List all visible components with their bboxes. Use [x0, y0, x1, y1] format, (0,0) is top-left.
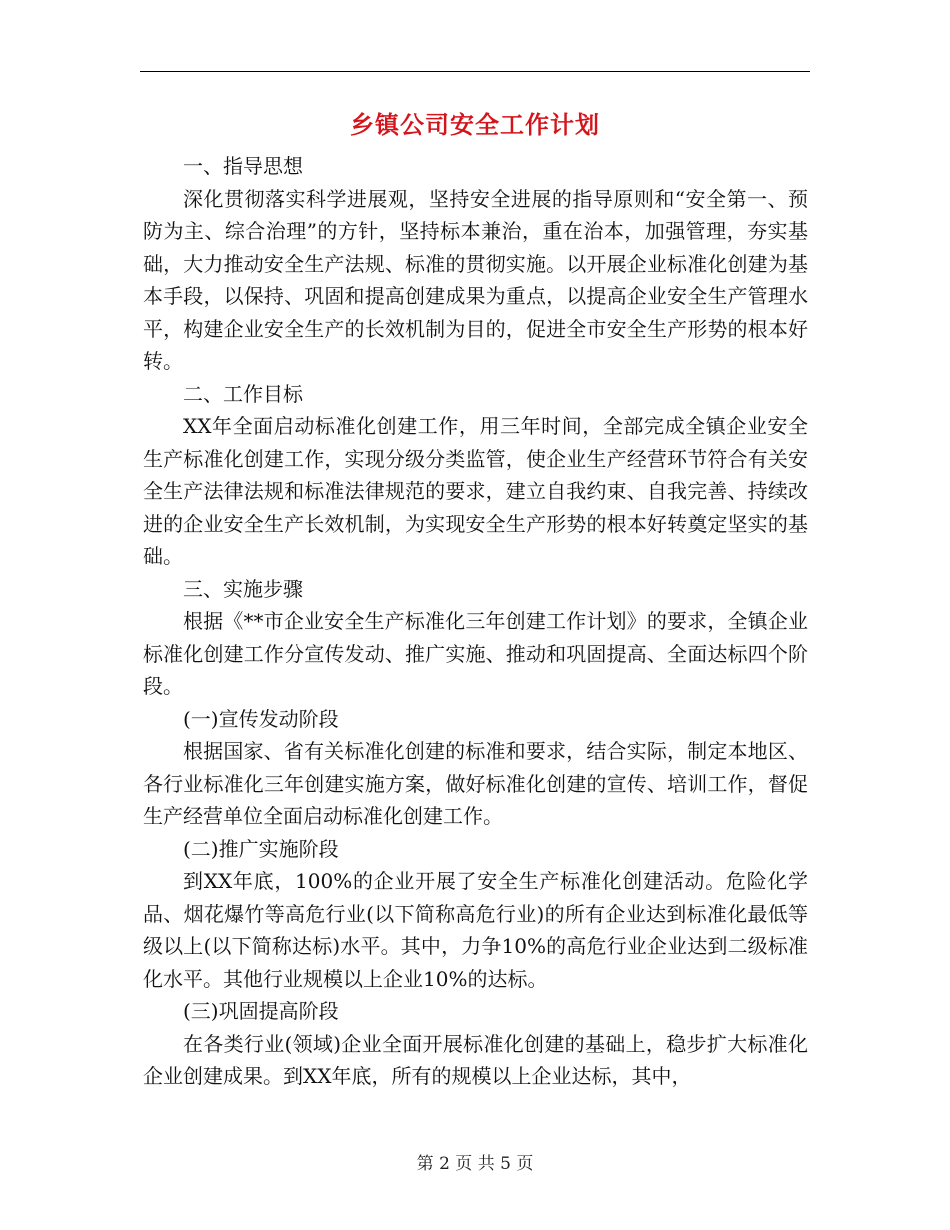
section-heading-work-goals: 二、工作目标 — [183, 381, 303, 406]
paragraph-guiding-thought: 深化贯彻落实科学进展观，坚持安全进展的指导原则和“安全第一、预防为主、综合治理”的方针，坚持标本兼治，重在治本，加强管理，夯实基础，大力推动安全生产法规、标准的贯彻实施。以开展企业标准化创建为基本手段，以保持、巩固和提高创建成果为重点，以提高企业安全生产管理水平，构建企业安全生产的长效机制为目的，促进全市安全生产形势的根本好转。 — [143, 186, 808, 373]
section-heading-implementation-steps: 三、实施步骤 — [183, 576, 303, 601]
document-body — [143, 150, 808, 1093]
header-rule — [140, 71, 810, 72]
document-title: 乡镇公司安全工作计划 — [350, 110, 600, 139]
section-heading-guiding-thought: 一、指导思想 — [183, 154, 303, 178]
subheading-publicity-stage: (一)宣传发动阶段 — [183, 706, 339, 731]
paragraph-consolidation-stage: 在各类行业(领域)企业全面开展标准化创建的基础上，稳步扩大标准化企业创建成果。到XX年底，所有的规模以上企业达标，其中， — [143, 1031, 808, 1088]
paragraph-implementation-steps: 根据《**市企业安全生产标准化三年创建工作计划》的要求，全镇企业标准化创建工作分宣传发动、推广实施、推动和巩固提高、全面达标四个阶段。 — [143, 609, 808, 698]
paragraph-promotion-stage: 到XX年底，100%的企业开展了安全生产标准化创建活动。危险化学品、烟花爆竹等高危行业(以下简称高危行业)的所有企业达到标准化最低等级以上(以下简称达标)水平。其中，力争10%的高危行业企业达到二级标准化水平。其他行业规模以上企业10%的达标。 — [143, 869, 808, 991]
page-number-footer: 第 2 页 共 5 页 — [416, 1154, 534, 1174]
subheading-consolidation-stage: (三)巩固提高阶段 — [183, 999, 339, 1023]
subheading-promotion-stage: (二)推广实施阶段 — [183, 836, 339, 861]
paragraph-work-goals: XX年全面启动标准化创建工作，用三年时间，全部完成全镇企业安全生产标准化创建工作，实现分级分类监管，使企业生产经营环节符合有关安全生产法律法规和标准法律规范的要求，建立自我约束、自我完善、持续改进的企业安全生产长效机制，为实现安全生产形势的根本好转奠定坚实的基础。 — [143, 414, 808, 568]
paragraph-publicity-stage: 根据国家、省有关标准化创建的标准和要求，结合实际，制定本地区、各行业标准化三年创建实施方案，做好标准化创建的宣传、培训工作，督促生产经营单位全面启动标准化创建工作。 — [143, 739, 808, 828]
